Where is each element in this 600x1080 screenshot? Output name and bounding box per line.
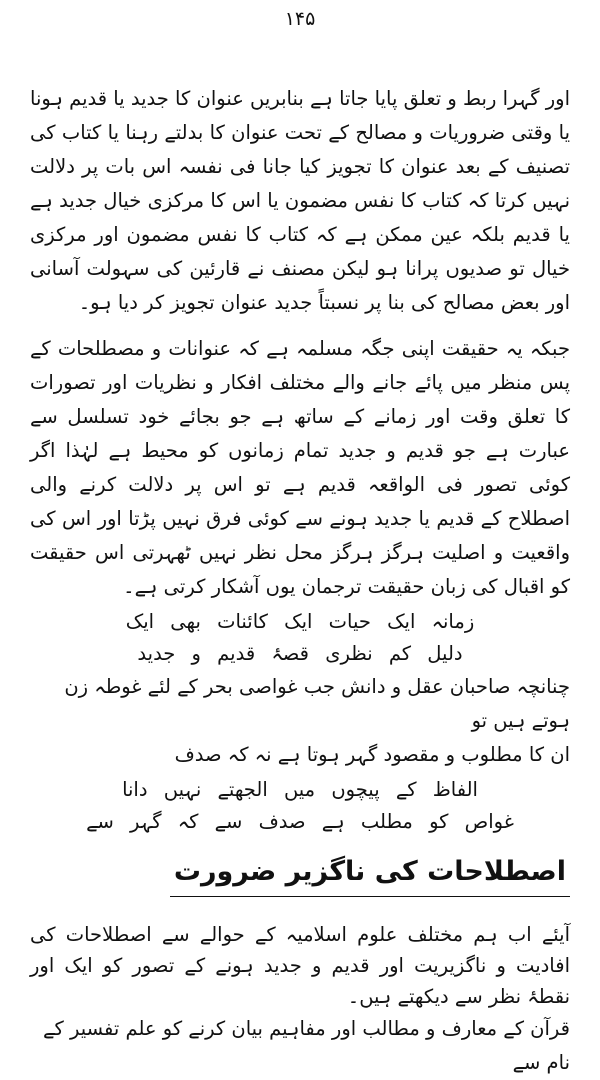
iqbal-verse-one	[30, 606, 570, 670]
prose-line: چنانچہ صاحبان عقل و دانش جب غواصی بحر کے لئے غوطہ زن ہوتے ہیں تو	[64, 675, 570, 732]
verse-line: زمانہ ایک حیات ایک کائنات بھی ایک	[125, 610, 475, 633]
page-body	[30, 82, 570, 1080]
section-heading-wrap	[30, 850, 570, 897]
verse-line: غواص کو مطلب ہے صدف سے کہ گہر سے	[86, 810, 514, 833]
page-number: ۱۴۵	[284, 8, 316, 30]
verse-line: دلیل کم نظری قصۂ قدیم و جدید	[137, 642, 463, 665]
verse-line: الفاظ کے پیچوں میں الجھتے نہیں دانا	[122, 778, 478, 801]
paragraph-islamic-sciences: آیئے اب ہم مختلف علوم اسلامیہ کے حوالے سے اصطلاحات کی افادیت و ناگزیریت اور قدیم و جدید ہونے کے تصور کو ایک اور نقطۂ نظر سے دیکھتے ہیں۔	[30, 923, 570, 1008]
prose-line-last: قرآن کے معارف و مطالب اور مفاہیم بیان کرنے کو علم تفسیر کے نام سے	[43, 1017, 570, 1074]
iqbal-verse-two	[30, 774, 570, 838]
paragraph-concepts-and-time: جبکہ یہ حقیقت اپنی جگہ مسلمہ ہے کہ عنوانات و مصطلحات کے پس منظر میں پائے جانے والے مختلف افکار و نظریات اور تصورات کا تعلق وقت اور زمانے کے ساتھ ہے جو بجائے خود تسلسل سے عبارت ہے جو قدیم و جدید تمام زمانوں کو محیط ہے لہٰذا اگر کوئی تصور فی الواقعہ قدیم ہے تو اس پر دلالت کرنے والی اصطلاح کے قدیم یا جدید ہونے سے کوئی فرق نہیں پڑتا اور اس کی واقعیت و اصلیت ہرگز ہرگز محل نظر نہیں ٹھہرتی اس حقیقت کو اقبال کی زبان حقیقت ترجمان یوں آشکار کرتی ہے۔	[30, 337, 570, 598]
section-heading: اصطلاحات کی ناگزیر ضرورت	[170, 850, 570, 897]
prose-line: ان کا مطلوب و مقصود گہر ہوتا ہے نہ کہ صدف	[174, 743, 570, 766]
paragraph-titles-and-concepts: اور گہرا ربط و تعلق پایا جاتا ہے بنابریں عنوان کا جدید یا قدیم ہونا یا وقتی ضروریات و مصالح کے تحت عنوان کا بدلتے رہنا یا کتاب کی تصنیف کے بعد عنوان کا تجویز کیا جانا فی نفسہ اس بات پر دلالت نہیں کرتا کہ کتاب کا نفس مضمون یا اس کا مرکزی خیال جدید ہے یا قدیم بلکہ عین ممکن ہے کہ کتاب کا نفس مضمون اور مرکزی خیال تو صدیوں پرانا ہو لیکن مصنف نے قارئین کی سہولت آسانی اور بعض مصالح کی بنا پر نسبتاً جدید عنوان تجویز کر دیا ہو۔	[30, 87, 570, 314]
